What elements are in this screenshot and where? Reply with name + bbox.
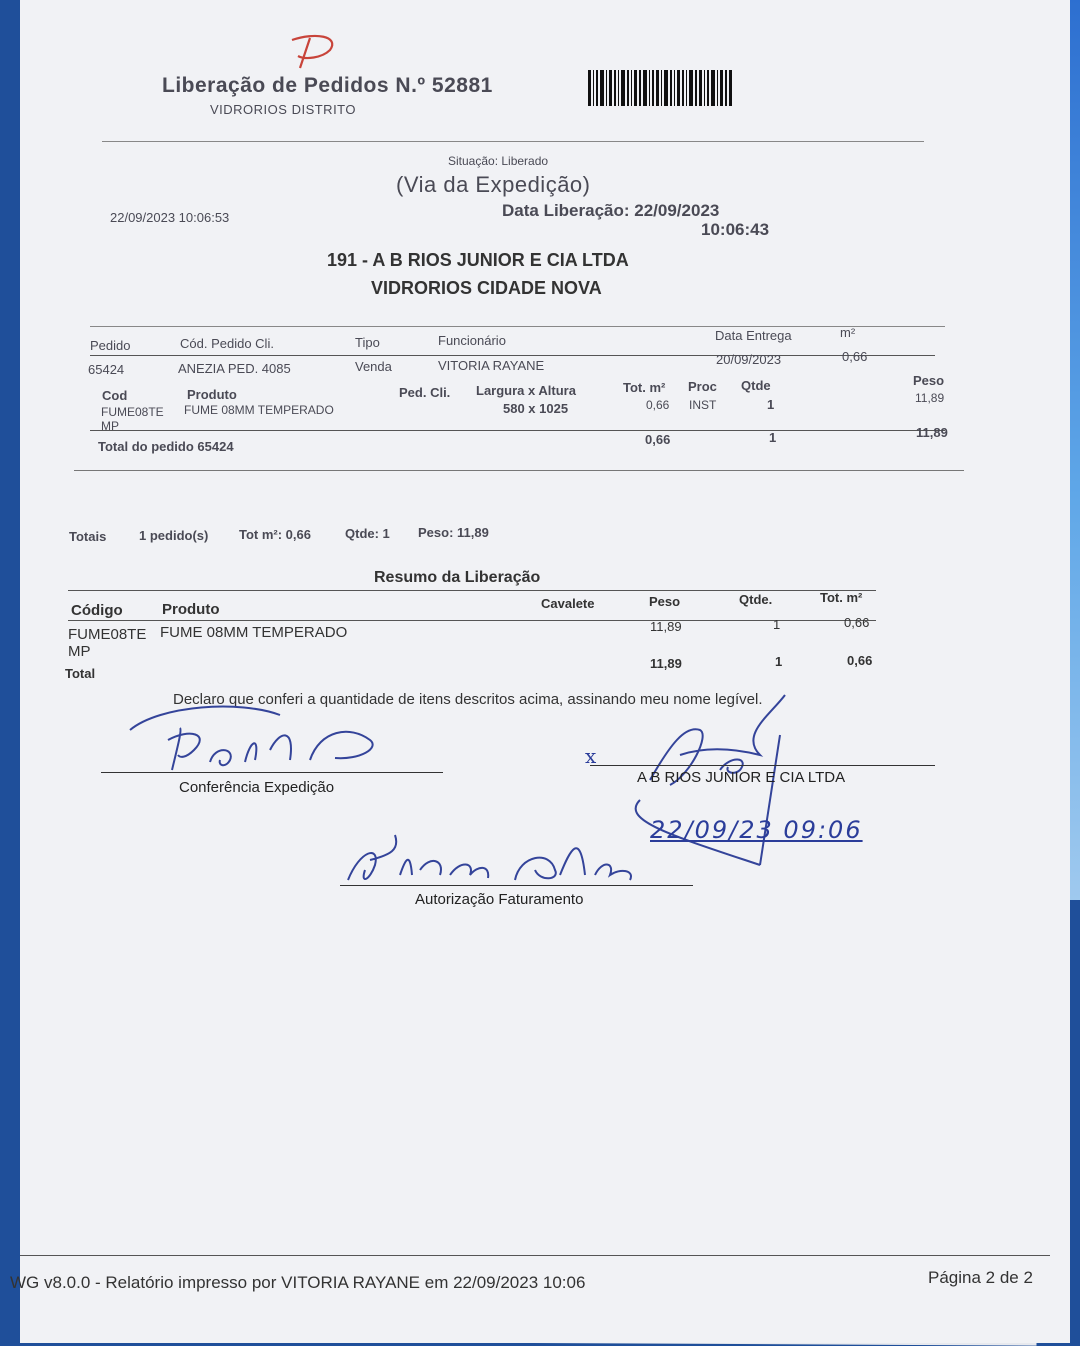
footer-rule xyxy=(20,1255,1050,1256)
item-code: FUME08TE xyxy=(101,405,164,419)
summary-item-code: FUME08TE xyxy=(68,626,147,643)
summary-title: Resumo da Liberação xyxy=(374,569,541,586)
summary-total-tot-m2: 0,66 xyxy=(847,653,873,668)
totals-peso: Peso: 11,89 xyxy=(418,525,489,540)
copy-type-label: (Via da Expedição) xyxy=(396,172,591,197)
summary-item-product: FUME 08MM TEMPERADO xyxy=(160,624,348,641)
summary-item-peso: 11,89 xyxy=(650,619,682,634)
col-header-pedido: Pedido xyxy=(90,338,131,353)
release-time: 10:06:43 xyxy=(701,220,770,239)
signature-line-right xyxy=(590,765,935,766)
signature-label-bottom: Autorização Faturamento xyxy=(415,891,584,908)
item-qtde: 1 xyxy=(767,397,775,412)
signature-line-left xyxy=(101,772,443,773)
client-order-code: ANEZIA PED. 4085 xyxy=(178,361,291,376)
summary-total-peso: 11,89 xyxy=(650,656,682,671)
totals-pedidos: 1 pedido(s) xyxy=(139,528,209,543)
summary-header-tot-m2: Tot. m² xyxy=(820,590,863,605)
col-header-m2: m² xyxy=(840,325,856,340)
summary-header-codigo: Código xyxy=(71,602,123,619)
summary-total-qtde: 1 xyxy=(775,654,783,669)
item-header-qtde: Qtde xyxy=(741,378,771,393)
item-header-proc: Proc xyxy=(688,379,717,394)
signature-bottom xyxy=(340,820,640,890)
summary-header-qtde: Qtde. xyxy=(739,592,773,607)
company-subtitle: VIDRORIOS DISTRITO xyxy=(210,102,356,117)
header-divider xyxy=(102,141,924,142)
signature-line-bottom xyxy=(340,885,693,886)
item-header-peso: Peso xyxy=(913,373,945,388)
order-header-rule xyxy=(90,355,935,356)
summary-item-tot-m2: 0,66 xyxy=(844,615,870,630)
red-check-mark xyxy=(270,30,360,80)
status-label: Situação: Liberado xyxy=(448,154,549,168)
footer-print-info: WG v8.0.0 - Relatório impresso por VITORIA RAYANE em 22/09/2023 10:06 xyxy=(10,1273,586,1292)
order-total-rule xyxy=(90,430,945,431)
order-table-bottom-rule xyxy=(74,470,964,471)
order-total-label: Total do pedido 65424 xyxy=(98,439,234,454)
barcode xyxy=(588,70,733,106)
document-page xyxy=(10,0,1070,1343)
summary-total-label: Total xyxy=(65,666,96,681)
order-m2: 0,66 xyxy=(842,349,868,364)
order-total-peso: 11,89 xyxy=(916,425,948,440)
signature-label-left: Conferência Expedição xyxy=(179,779,335,796)
item-header-ped-cli: Ped. Cli. xyxy=(399,385,451,400)
employee-name: VITORIA RAYANE xyxy=(438,358,545,373)
signature-left xyxy=(120,700,400,780)
item-header-tot-m2: Tot. m² xyxy=(623,380,666,395)
delivery-date: 20/09/2023 xyxy=(716,352,782,367)
order-type: Venda xyxy=(355,359,392,374)
col-header-cod-pedido-cli: Cód. Pedido Cli. xyxy=(180,336,274,351)
item-proc: INST xyxy=(689,398,717,412)
client-name: 191 - A B RIOS JUNIOR E CIA LTDA xyxy=(327,250,629,270)
order-number: 65424 xyxy=(88,362,125,377)
order-total-qtde: 1 xyxy=(769,430,777,445)
col-header-funcionario: Funcionário xyxy=(438,333,506,348)
totals-m2: Tot m²: 0,66 xyxy=(239,527,311,542)
item-dimensions: 580 x 1025 xyxy=(503,401,569,416)
handwritten-date: 22/09/23 09:06 xyxy=(650,816,863,844)
declaration-text: Declaro que conferi a quantidade de itens descritos acima, assinando meu nome legível. xyxy=(173,691,763,708)
item-header-largura-altura: Largura x Altura xyxy=(476,383,576,398)
order-table-top-rule xyxy=(90,326,945,327)
summary-header-produto: Produto xyxy=(162,601,220,618)
item-product: FUME 08MM TEMPERADO xyxy=(184,403,334,417)
footer-page-number: Página 2 de 2 xyxy=(928,1268,1033,1287)
signature-label-right: A B RIOS JUNIOR E CIA LTDA xyxy=(637,769,846,786)
col-header-tipo: Tipo xyxy=(355,335,380,350)
summary-header-rule xyxy=(68,620,876,621)
summary-item-code-suffix: MP xyxy=(68,643,91,660)
order-total-m2: 0,66 xyxy=(645,432,671,447)
totals-label: Totais xyxy=(69,529,107,544)
client-store: VIDRORIOS CIDADE NOVA xyxy=(371,278,602,298)
signature-mark-x: x xyxy=(585,744,597,768)
col-header-data-entrega: Data Entrega xyxy=(715,328,792,343)
summary-top-rule xyxy=(68,590,876,591)
print-datetime: 22/09/2023 10:06:53 xyxy=(110,210,230,225)
item-header-cod: Cod xyxy=(102,388,128,403)
summary-item-qtde: 1 xyxy=(773,617,781,632)
release-date: Data Liberação: 22/09/2023 xyxy=(502,201,720,220)
item-header-produto: Produto xyxy=(187,387,237,402)
summary-header-peso: Peso xyxy=(649,594,681,609)
document-title: Liberação de Pedidos N.º 52881 xyxy=(162,74,493,97)
item-tot-m2: 0,66 xyxy=(646,398,670,412)
totals-qtde: Qtde: 1 xyxy=(345,526,390,541)
summary-header-cavalete: Cavalete xyxy=(541,596,595,611)
item-peso: 11,89 xyxy=(915,391,945,405)
item-code-suffix: MP xyxy=(101,419,119,433)
